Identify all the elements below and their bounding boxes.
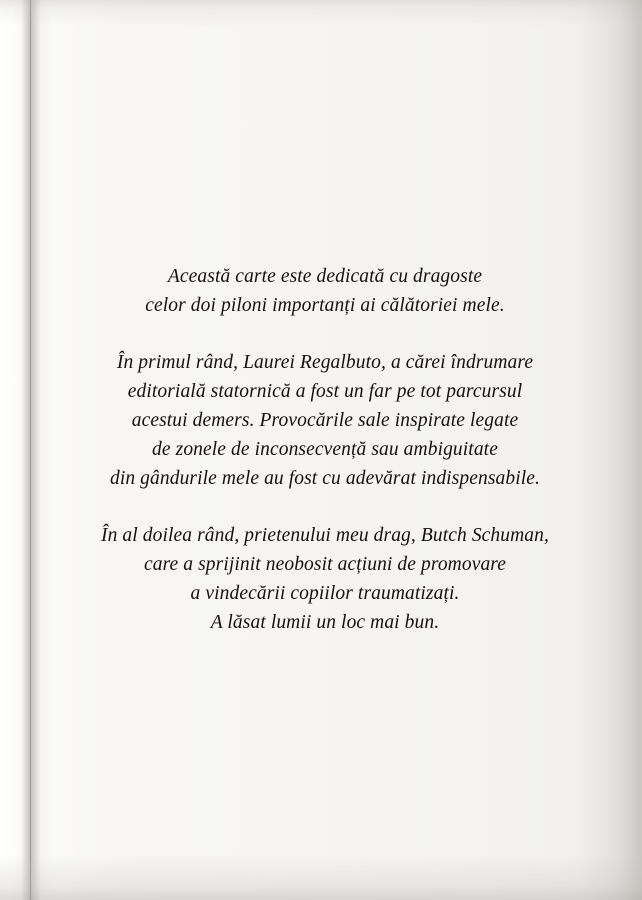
- text-line: a vindecării copiilor traumatizați.: [190, 583, 460, 604]
- text-line: editorială statornică a fost un far pe tot parcursul: [127, 381, 523, 402]
- page-top-shading: [0, 0, 642, 26]
- page-left-margin: [0, 0, 22, 900]
- text-line: care a sprijinit neobosit acțiuni de promovare: [143, 554, 507, 575]
- text-line: celor doi piloni importanți ai călătoriei mele.: [145, 295, 505, 316]
- page-bottom-shading: [0, 854, 642, 900]
- text-line: În al doilea rând, prietenului meu drag, Butch Schuman,: [101, 525, 549, 546]
- text-line: din gândurile mele au fost cu adevărat indispensabile.: [109, 468, 540, 489]
- dedication-paragraph: [40, 348, 610, 493]
- text-line: acestui demers. Provocările sale inspirate legate: [131, 410, 519, 431]
- dedication-paragraph: [40, 262, 610, 320]
- book-gutter-line: [30, 0, 31, 900]
- dedication-text-block: [40, 262, 610, 637]
- text-line: În primul rând, Laurei Regalbuto, a cărei îndrumare: [116, 352, 534, 373]
- text-line: de zonele de inconsecvență sau ambiguitate: [152, 439, 498, 460]
- text-line: Această carte este dedicată cu dragoste: [167, 266, 483, 287]
- text-line: A lăsat lumii un loc mai bun.: [210, 612, 440, 633]
- dedication-paragraph: [40, 521, 610, 637]
- book-gutter-shadow: [22, 0, 40, 900]
